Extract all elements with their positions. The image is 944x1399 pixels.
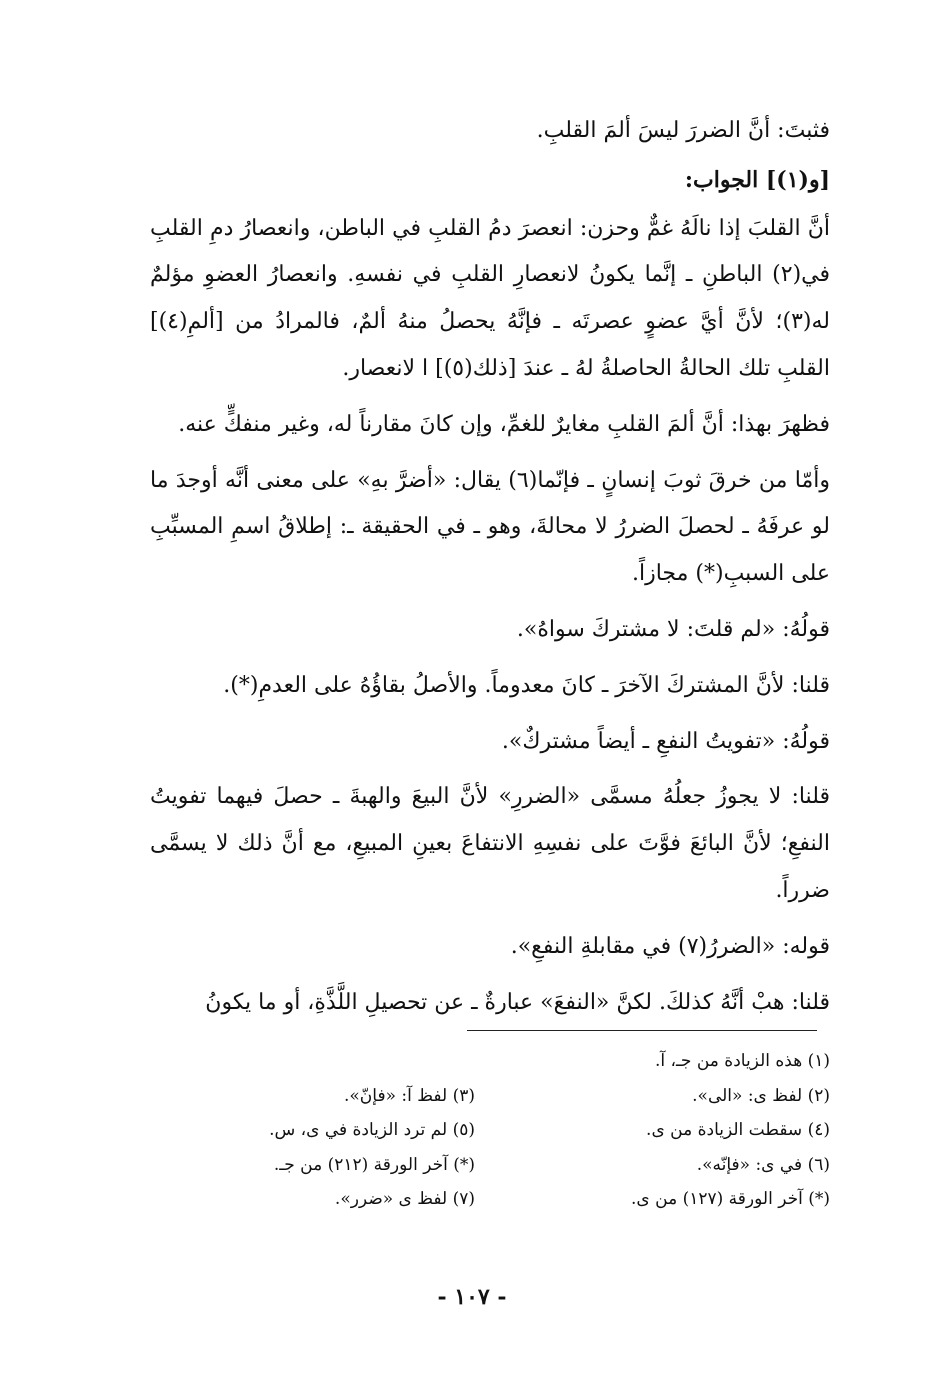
main-text <box>150 108 830 1035</box>
footnote-row <box>150 1182 830 1217</box>
footnote-star-jim: (*) آخر الورقة (٢١٢) من جـ. <box>273 1154 475 1175</box>
paragraph-8: قولُهُ: «تفويتُ النفعِ ـ أيضاً مشتركٌ». <box>501 728 830 754</box>
footnote-row <box>150 1079 830 1114</box>
paragraph-3: أنَّ القلبَ إذا نالَهُ غمٌّ وحزن: انعصرَ دمُ القلبِ في الباطن، وانعصارُ دمِ القلبِ في(٢) الباطنِ ـ إنَّما يكونُ لانعصارِ القلبِ في نفسهِ. وانعصارُ العضوِ مؤلمٌ له(٣)؛ لأنَّ أيَّ عضوٍ عصرتَه ـ فإنَّهُ يحصلُ منهُ ألمٌ، فالمرادُ من [ألمِ(٤)] القلبِ تلك الحالةُ الحاصلةُ لهُ ـ عندَ [ذلك(٥)] ا لانعصار. <box>150 215 830 381</box>
footnote-row <box>150 1148 830 1183</box>
section-heading: [و(١)] الجواب: <box>684 166 830 193</box>
footnote-4: (٤) سقطت الزيادة من ى. <box>646 1120 830 1140</box>
paragraph-5: وأمّا من خرقَ ثوبَ إنسانٍ ـ فإنّما(٦) يقال: «أضرَّ بهِ» على معنى أنَّه أوجدَ ما لو عرفَهُ ـ لحصلَ الضررُ لا محالةَ، وهو ـ في الحقيقة ـ: إطلاقُ اسمِ المسبِّبِ على السببِ(*) مجازاً. <box>150 467 831 587</box>
footnote-1: (١) هذه الزيادة من جـ، آ. <box>654 1051 830 1071</box>
paragraph-9: قلنا: لا يجوزُ جعلُهُ مسمَّى «الضررِ» لأنَّ البيعَ والهبةَ ـ حصلَ فيهما تفويتُ النفعِ؛ لأنَّ البائعَ فوَّتَ على نفسِهِ الانتفاعَ بعينِ المبيعِ، مع أنَّ ذلك لا يسمَّى ضرراً. <box>150 784 830 903</box>
footnote-7: (٧) لفظ ى «ضرر». <box>334 1189 475 1209</box>
paragraph-4: فظهرَ بهذا: أنَّ ألمَ القلبِ مغايرٌ للغمِّ، وإن كانَ مقارناً له، وغير منفكٍّ عنه. <box>178 411 830 437</box>
footnote-2: (٢) لفظ ى: «الى». <box>692 1085 830 1106</box>
paragraph-1: فثبتَ: أنَّ الضررَ ليسَ ألمَ القلبِ. <box>536 118 830 143</box>
footnote-star-ya: (*) آخر الورقة (١٢٧) من ى. <box>631 1189 830 1209</box>
footnote-row <box>150 1113 830 1148</box>
footnote-3: (٣) لفظ آ: «فإنّ». <box>344 1085 475 1106</box>
page-number: - ١٠٧ - <box>437 1284 507 1310</box>
footnotes <box>150 1044 830 1217</box>
footnote-divider <box>467 1030 817 1031</box>
paragraph-6: قولُهُ: «لم قلتَ: لا مشتركَ سواهُ». <box>516 616 830 642</box>
paragraph-10: قوله: «الضررُ(٧) في مقابلةِ النفعِ». <box>510 933 830 959</box>
paragraph-7: قلنا: لأنَّ المشتركَ الآخرَ ـ كانَ معدوماً. والأصلُ بقاؤُهُ على العدمِ(*). <box>223 672 830 698</box>
paragraph-11: قلنا: هبْ أنَّهُ كذلكَ. لكنَّ «النفعَ» عبارةٌ ـ عن تحصيلِ اللَّذَّةِ، أو ما يكونُ <box>205 989 830 1015</box>
footnote-6: (٦) في ى: «فإنّه». <box>696 1154 830 1175</box>
footnote-row <box>150 1044 830 1079</box>
footnote-5: (٥) لم ترد الزيادة في ى، س. <box>269 1120 475 1140</box>
